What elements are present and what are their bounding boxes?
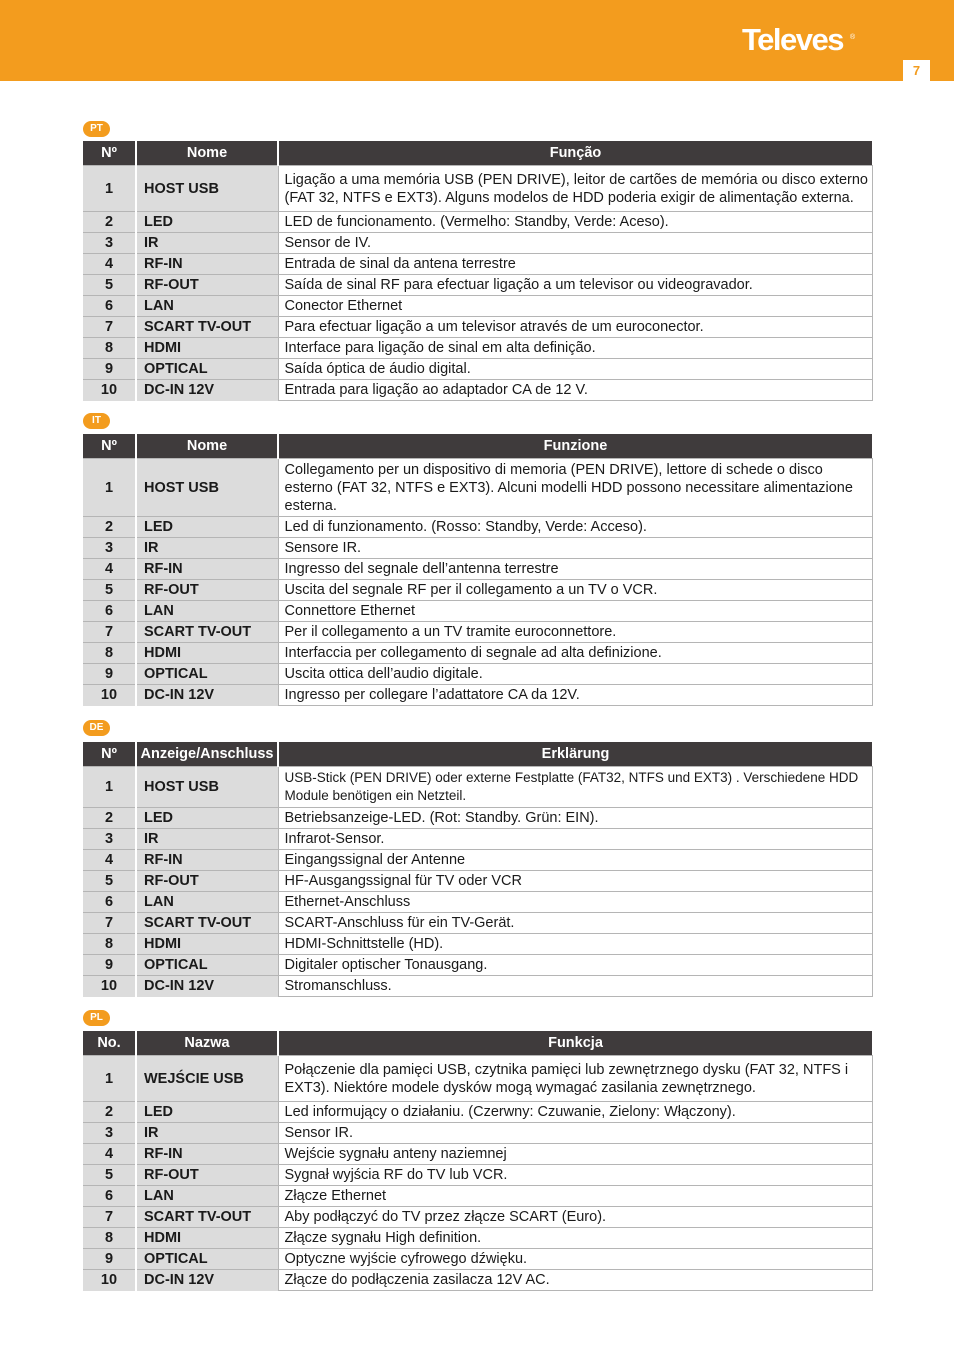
row-number: 5 [83,871,136,892]
row-description: Infrarot-Sensor. [278,829,872,850]
page-number: 7 [903,60,930,81]
header-function: Funkcja [278,1031,872,1056]
language-badge: DE [83,720,110,736]
connector-table [83,141,873,401]
row-name: RF-OUT [136,275,278,296]
table-row [83,317,872,338]
row-description: Digitaler optischer Tonausgang. [278,955,872,976]
table-row [83,1186,872,1207]
row-description: Collegamento per un dispositivo di memoria (PEN DRIVE), lettore di schede o disco esterno (FAT 32, NTFS e EXT3). Alcuni modelli HDD possono necessitare alimentazione esterna. [278,459,872,517]
header-function: Erklärung [278,742,872,767]
row-number: 7 [83,622,136,643]
row-description: Wejście sygnału anteny naziemnej [278,1144,872,1165]
row-description: Betriebsanzeige-LED. (Rot: Standby. Grün: EIN). [278,808,872,829]
row-description: Złącze do podłączenia zasilacza 12V AC. [278,1270,872,1291]
row-name: WEJŚCIE USB [136,1056,278,1102]
row-name: LED [136,1102,278,1123]
row-description: SCART-Anschluss für ein TV-Gerät. [278,913,872,934]
row-name: SCART TV-OUT [136,1207,278,1228]
row-name: LED [136,517,278,538]
header-function: Função [278,141,872,166]
row-description: HDMI-Schnittstelle (HD). [278,934,872,955]
row-name: HDMI [136,643,278,664]
row-description: Optyczne wyjście cyfrowego dźwięku. [278,1249,872,1270]
row-number: 4 [83,1144,136,1165]
connector-table [83,434,873,706]
row-number: 4 [83,559,136,580]
row-number: 1 [83,1056,136,1102]
language-badge: IT [83,413,110,429]
row-name: LAN [136,1186,278,1207]
row-name: OPTICAL [136,359,278,380]
table-row [83,664,872,685]
table-row [83,955,872,976]
header-name: Nome [136,434,278,459]
table-row [83,934,872,955]
header-function: Funzione [278,434,872,459]
row-number: 8 [83,1228,136,1249]
row-name: RF-OUT [136,1165,278,1186]
row-name: SCART TV-OUT [136,317,278,338]
row-name: RF-OUT [136,580,278,601]
table-row [83,601,872,622]
table-row [83,1056,872,1102]
row-name: IR [136,1123,278,1144]
connector-table [83,1031,873,1291]
row-description: Ingresso del segnale dell’antenna terrestre [278,559,872,580]
table-row [83,459,872,517]
row-number: 6 [83,601,136,622]
table-row [83,212,872,233]
row-name: RF-IN [136,559,278,580]
row-number: 8 [83,338,136,359]
table-row [83,1270,872,1291]
row-description: Entrada para ligação ao adaptador CA de 12 V. [278,380,872,401]
row-number: 3 [83,233,136,254]
row-number: 8 [83,934,136,955]
table-row [83,850,872,871]
row-number: 2 [83,212,136,233]
row-number: 4 [83,850,136,871]
table-row [83,622,872,643]
row-number: 5 [83,580,136,601]
row-name: LED [136,212,278,233]
table-row [83,643,872,664]
header-name: Anzeige/Anschluss [136,742,278,767]
table-row [83,359,872,380]
row-name: RF-OUT [136,871,278,892]
table-row [83,1228,872,1249]
row-name: LED [136,808,278,829]
row-number: 10 [83,1270,136,1291]
row-name: HDMI [136,934,278,955]
row-description: Aby podłączyć do TV przez złącze SCART (Euro). [278,1207,872,1228]
row-description: Entrada de sinal da antena terrestre [278,254,872,275]
row-number: 10 [83,976,136,997]
table-row [83,1102,872,1123]
row-number: 8 [83,643,136,664]
header-number: Nº [83,742,136,767]
row-name: SCART TV-OUT [136,622,278,643]
table-row [83,275,872,296]
row-name: LAN [136,601,278,622]
row-name: OPTICAL [136,955,278,976]
table-row [83,580,872,601]
table-row [83,685,872,706]
table-row [83,892,872,913]
table-row [83,976,872,997]
row-number: 1 [83,767,136,808]
row-number: 6 [83,296,136,317]
row-number: 3 [83,1123,136,1144]
table-row [83,559,872,580]
row-number: 5 [83,275,136,296]
row-number: 2 [83,808,136,829]
row-description: Led di funzionamento. (Rosso: Standby, Verde: Acceso). [278,517,872,538]
header-number: Nº [83,141,136,166]
table-row [83,913,872,934]
row-description: HF-Ausgangssignal für TV oder VCR [278,871,872,892]
row-number: 10 [83,380,136,401]
row-number: 10 [83,685,136,706]
row-description: LED de funcionamento. (Vermelho: Standby, Verde: Aceso). [278,212,872,233]
row-description: Sensor IR. [278,1123,872,1144]
row-name: DC-IN 12V [136,976,278,997]
row-description: Złącze sygnału High definition. [278,1228,872,1249]
row-name: HOST USB [136,459,278,517]
row-description: Złącze Ethernet [278,1186,872,1207]
table-row [83,808,872,829]
row-name: RF-IN [136,254,278,275]
row-number: 9 [83,359,136,380]
row-number: 1 [83,459,136,517]
row-description: Conector Ethernet [278,296,872,317]
table-row [83,1207,872,1228]
row-name: HOST USB [136,166,278,212]
row-name: HDMI [136,1228,278,1249]
header-name: Nazwa [136,1031,278,1056]
row-description: USB-Stick (PEN DRIVE) oder externe Festplatte (FAT32, NTFS und EXT3) . Verschiedene HDD Module benötigen ein Netzteil. [278,767,872,808]
table-row [83,871,872,892]
table-row [83,538,872,559]
row-number: 7 [83,317,136,338]
row-description: Sensor de IV. [278,233,872,254]
row-description: Stromanschluss. [278,976,872,997]
table-row [83,296,872,317]
row-name: IR [136,538,278,559]
row-number: 2 [83,517,136,538]
row-description: Ligação a uma memória USB (PEN DRIVE), leitor de cartões de memória ou disco externo (FAT 32, NTFS e EXT3). Alguns modelos de HDD poderia exigir de alimentação externa. [278,166,872,212]
row-number: 6 [83,1186,136,1207]
table-row [83,338,872,359]
page-header [0,0,954,81]
row-name: DC-IN 12V [136,1270,278,1291]
header-name: Nome [136,141,278,166]
table-row [83,1165,872,1186]
row-number: 7 [83,913,136,934]
table-row [83,254,872,275]
row-name: LAN [136,892,278,913]
row-number: 1 [83,166,136,212]
table-row [83,233,872,254]
row-name: DC-IN 12V [136,380,278,401]
row-description: Ingresso per collegare l’adattatore CA da 12V. [278,685,872,706]
row-description: Uscita ottica dell’audio digitale. [278,664,872,685]
table-row [83,380,872,401]
table-row [83,767,872,808]
row-description: Saída de sinal RF para efectuar ligação a um televisor ou videogravador. [278,275,872,296]
row-description: Połączenie dla pamięci USB, czytnika pamięci lub zewnętrznego dysku (FAT 32, NTFS i EXT3). Niektóre modele dysków mogą wymagać zasilania zewnętrznego. [278,1056,872,1102]
row-number: 3 [83,829,136,850]
table-row [83,166,872,212]
header-number: Nº [83,434,136,459]
row-name: IR [136,233,278,254]
row-number: 3 [83,538,136,559]
row-number: 2 [83,1102,136,1123]
language-badge: PL [83,1010,110,1026]
row-description: Connettore Ethernet [278,601,872,622]
row-name: HDMI [136,338,278,359]
row-description: Ethernet-Anschluss [278,892,872,913]
row-name: HOST USB [136,767,278,808]
row-name: OPTICAL [136,1249,278,1270]
row-number: 5 [83,1165,136,1186]
table-row [83,1123,872,1144]
row-name: DC-IN 12V [136,685,278,706]
row-description: Sensore IR. [278,538,872,559]
registered-mark: ® [850,34,856,41]
row-name: IR [136,829,278,850]
row-number: 9 [83,1249,136,1270]
row-number: 4 [83,254,136,275]
row-description: Led informujący o działaniu. (Czerwny: Czuwanie, Zielony: Włączony). [278,1102,872,1123]
connector-table [83,742,873,997]
row-description: Para efectuar ligação a um televisor através de um euroconector. [278,317,872,338]
row-description: Interfaccia per collegamento di segnale ad alta definizione. [278,643,872,664]
row-description: Per il collegamento a un TV tramite euroconnettore. [278,622,872,643]
row-description: Sygnał wyjścia RF do TV lub VCR. [278,1165,872,1186]
row-name: RF-IN [136,1144,278,1165]
header-number: No. [83,1031,136,1056]
table-row [83,1144,872,1165]
row-name: SCART TV-OUT [136,913,278,934]
row-description: Saída óptica de áudio digital. [278,359,872,380]
table-row [83,829,872,850]
row-number: 9 [83,664,136,685]
televes-logo: Televes [742,22,843,57]
row-name: RF-IN [136,850,278,871]
row-number: 7 [83,1207,136,1228]
row-name: OPTICAL [136,664,278,685]
row-number: 6 [83,892,136,913]
language-badge: PT [83,121,110,137]
row-description: Interface para ligação de sinal em alta definição. [278,338,872,359]
row-description: Uscita del segnale RF per il collegamento a un TV o VCR. [278,580,872,601]
row-number: 9 [83,955,136,976]
row-name: LAN [136,296,278,317]
table-row [83,1249,872,1270]
table-row [83,517,872,538]
row-description: Eingangssignal der Antenne [278,850,872,871]
